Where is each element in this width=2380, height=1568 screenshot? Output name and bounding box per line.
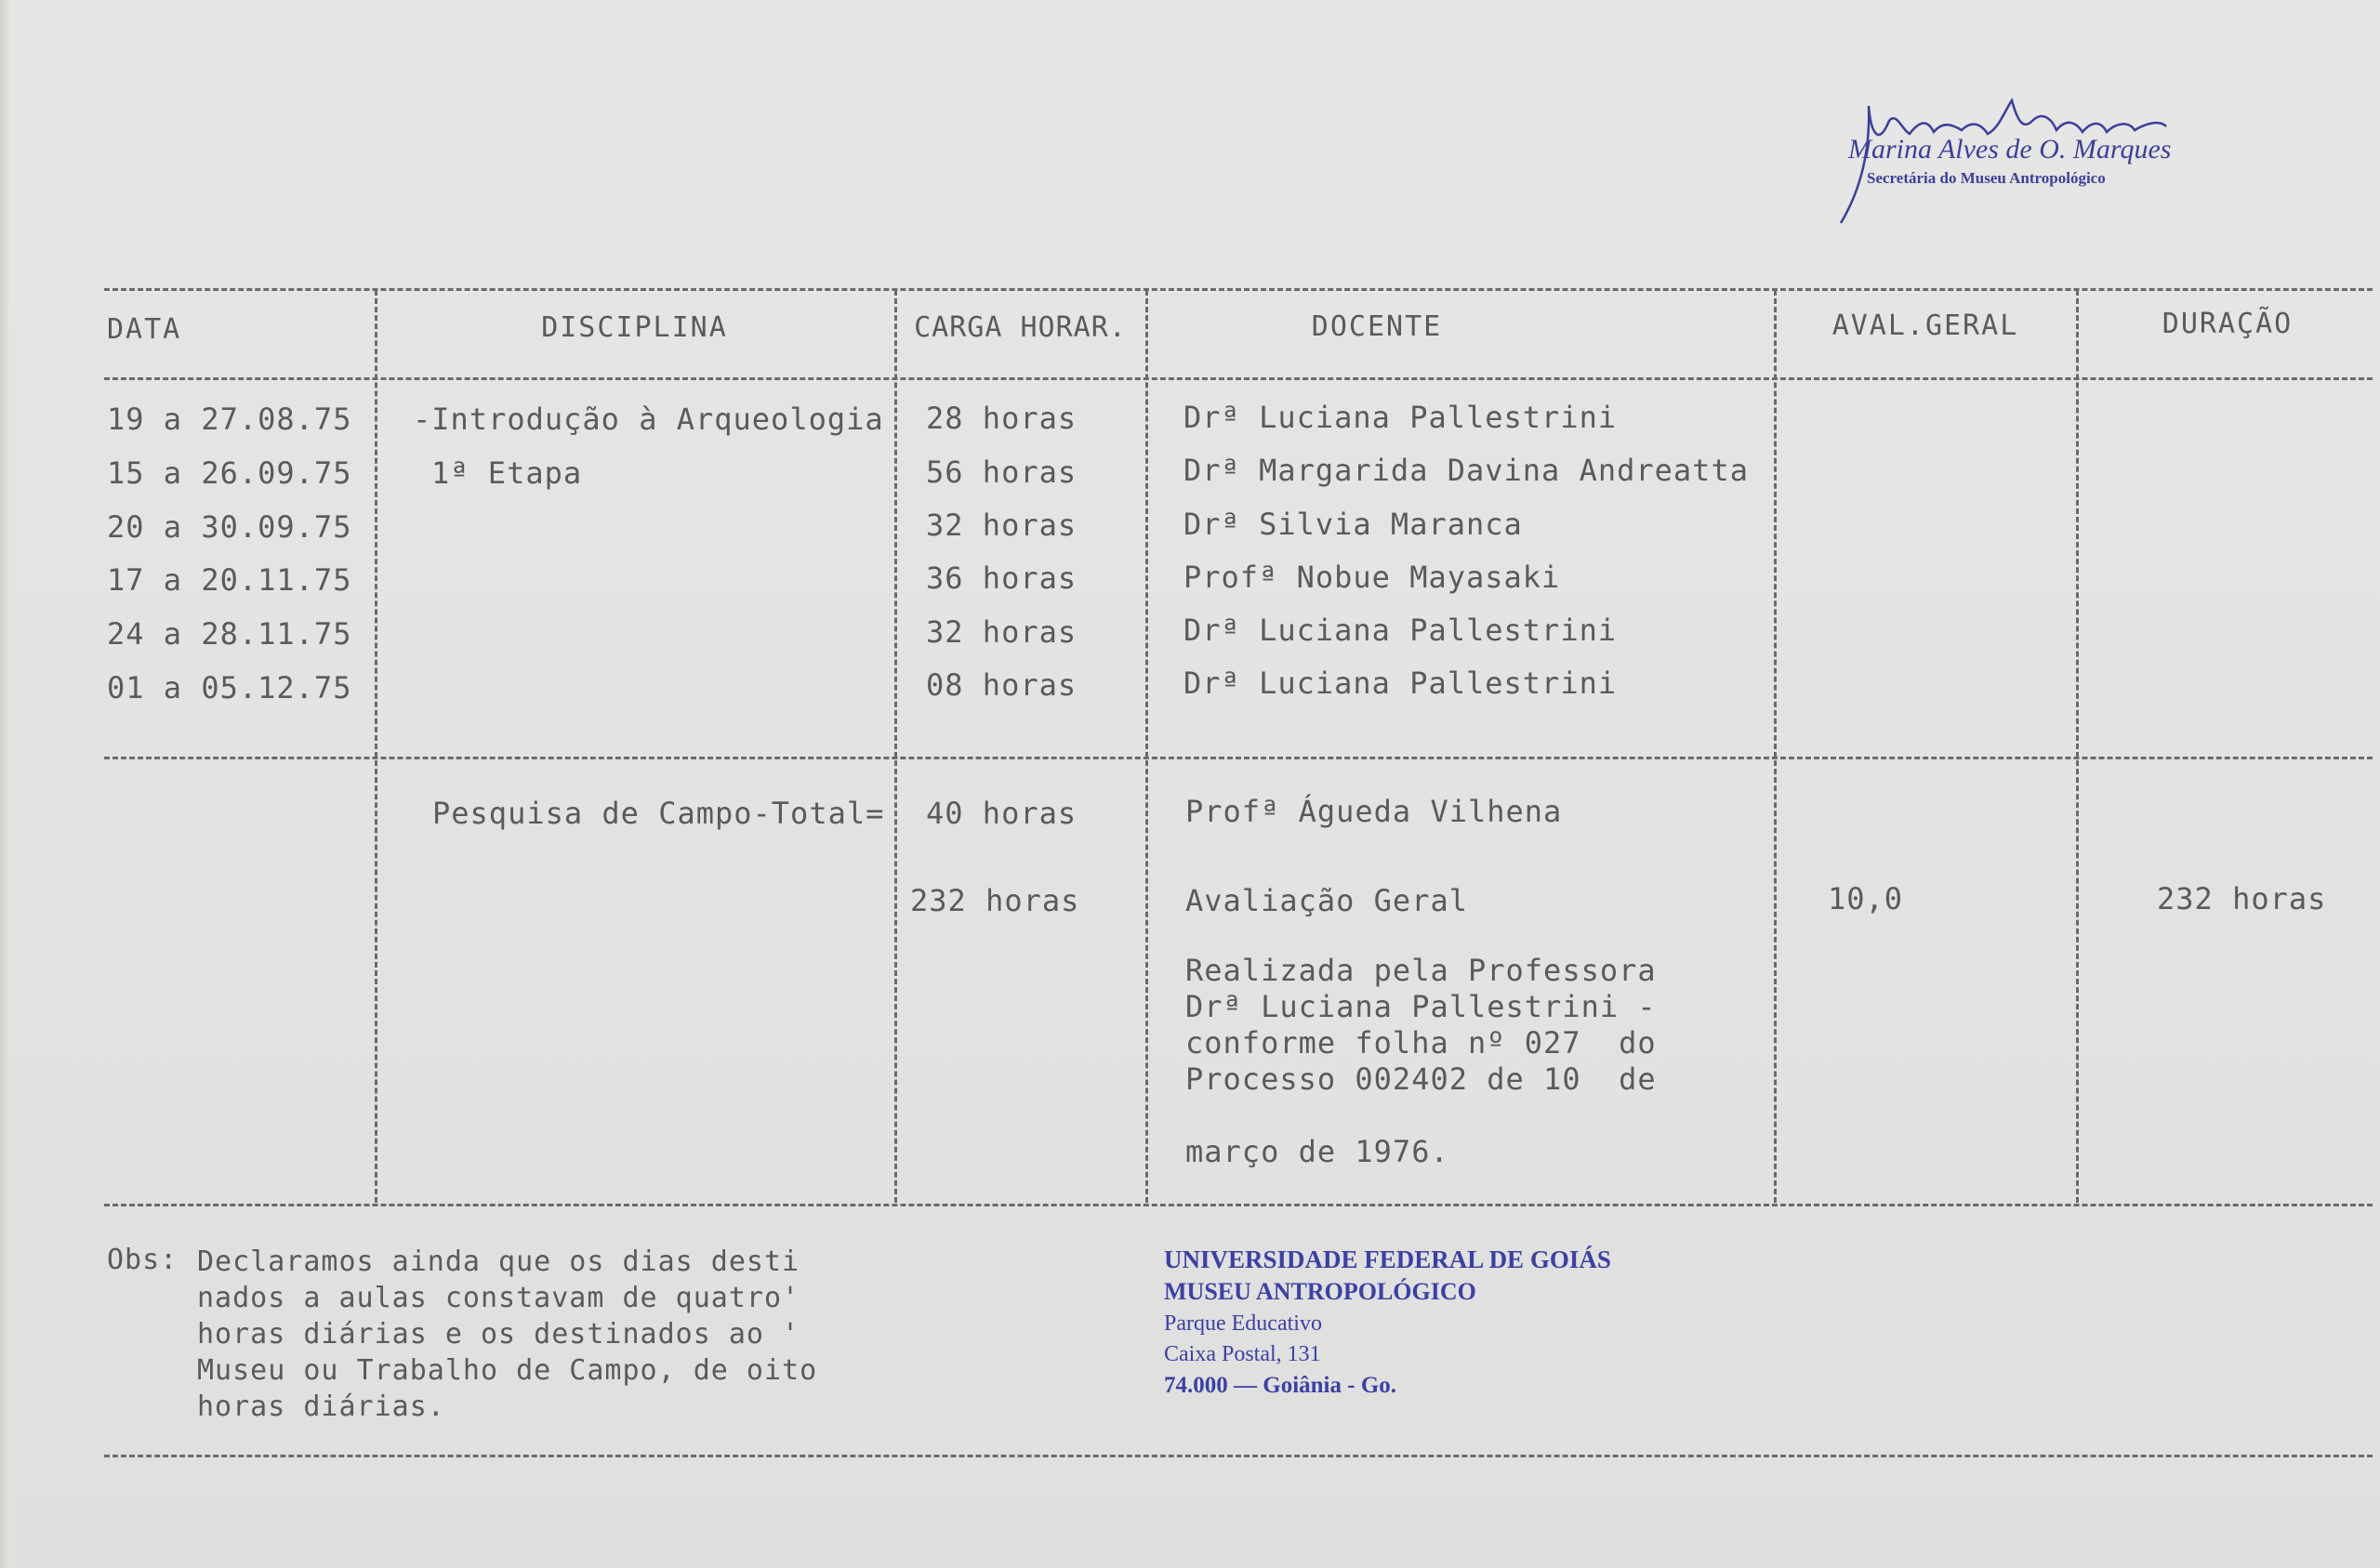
header-carga-horaria: CARGA HORAR. [914,311,1127,344]
signatory-role: Secretária do Museu Antropológico [1867,169,2106,187]
avaliacao-label: Avaliação Geral [1185,883,1468,918]
pesquisa-carga: 40 horas [926,796,1078,831]
column-divider [1145,290,1148,1203]
row-date: 15 a 26.09.75 [107,455,352,491]
row-docente: Drª Silvia Maranca [1183,507,1523,542]
header-docente: DOCENTE [1311,310,1443,343]
page-edge [0,0,9,1568]
pesquisa-docente: Profª Águeda Vilhena [1185,794,1563,829]
row-docente: Drª Luciana Pallestrini [1183,400,1618,435]
header-data: DATA [107,313,182,346]
column-divider [375,290,377,1203]
footer-line [104,1455,2373,1457]
signatory-name: Marina Alves de O. Marques [1848,134,2172,165]
obs-text: Declaramos ainda que os dias desti nados a aulas constavam de quatro' horas diárias e os destinados ao ' Museu ou Trabalho de Campo, de oito horas diárias. [197,1245,818,1423]
header-separator-line [104,377,2373,380]
obs-label: Obs: [107,1244,178,1276]
realizada-note: Realizada pela Professora Drª Luciana Pallestrini - conforme folha nº 027 do Processo 002402 de 10 de março de 1976. [1185,953,1657,1169]
signature-stamp [1813,93,2213,232]
row-date: 19 a 27.08.75 [107,402,352,437]
row-date: 01 a 05.12.75 [107,670,352,705]
section-separator-line [104,757,2373,759]
column-divider [2076,290,2079,1203]
institution-park: Parque Educativo [1164,1311,1322,1336]
row-docente: Drª Luciana Pallestrini [1183,665,1618,701]
institution-museum: MUSEU ANTROPOLÓGICO [1164,1278,1476,1305]
column-divider [894,290,897,1203]
row-carga: 08 horas [926,667,1078,703]
row-carga: 32 horas [926,507,1078,543]
row-carga: 36 horas [926,560,1078,596]
table-top-line [104,288,2373,291]
row-carga: 56 horas [926,455,1078,490]
disciplina-name: -Introdução à Arqueologia [413,402,884,437]
row-date: 20 a 30.09.75 [107,509,352,545]
aval-geral-value: 10,0 [1828,881,1904,916]
row-carga: 32 horas [926,614,1078,650]
header-aval-geral: AVAL.GERAL [1831,310,2019,342]
duracao-value: 232 horas [2157,881,2327,916]
total-carga: 232 horas [910,883,1080,918]
row-carga: 28 horas [926,401,1078,436]
institution-stamp [1164,1245,1611,1399]
pesquisa-label: Pesquisa de Campo-Total= [432,796,885,831]
institution-city: 74.000 — Goiânia - Go. [1164,1373,1397,1398]
column-divider [1774,290,1777,1203]
row-date: 17 a 20.11.75 [107,562,352,598]
row-date: 24 a 28.11.75 [107,616,352,652]
row-docente: Profª Nobue Mayasaki [1183,560,1561,595]
row-docente: Drª Luciana Pallestrini [1183,613,1618,648]
row-docente: Drª Margarida Davina Andreatta [1183,453,1749,488]
institution-university: UNIVERSIDADE FEDERAL DE GOIÁS [1164,1245,1611,1273]
header-disciplina: DISCIPLINA [541,311,728,344]
table-bottom-line [104,1204,2373,1206]
disciplina-stage: 1ª Etapa [431,455,583,491]
header-duracao: DURAÇÃO [2162,308,2294,340]
institution-postal-box: Caixa Postal, 131 [1164,1342,1321,1366]
